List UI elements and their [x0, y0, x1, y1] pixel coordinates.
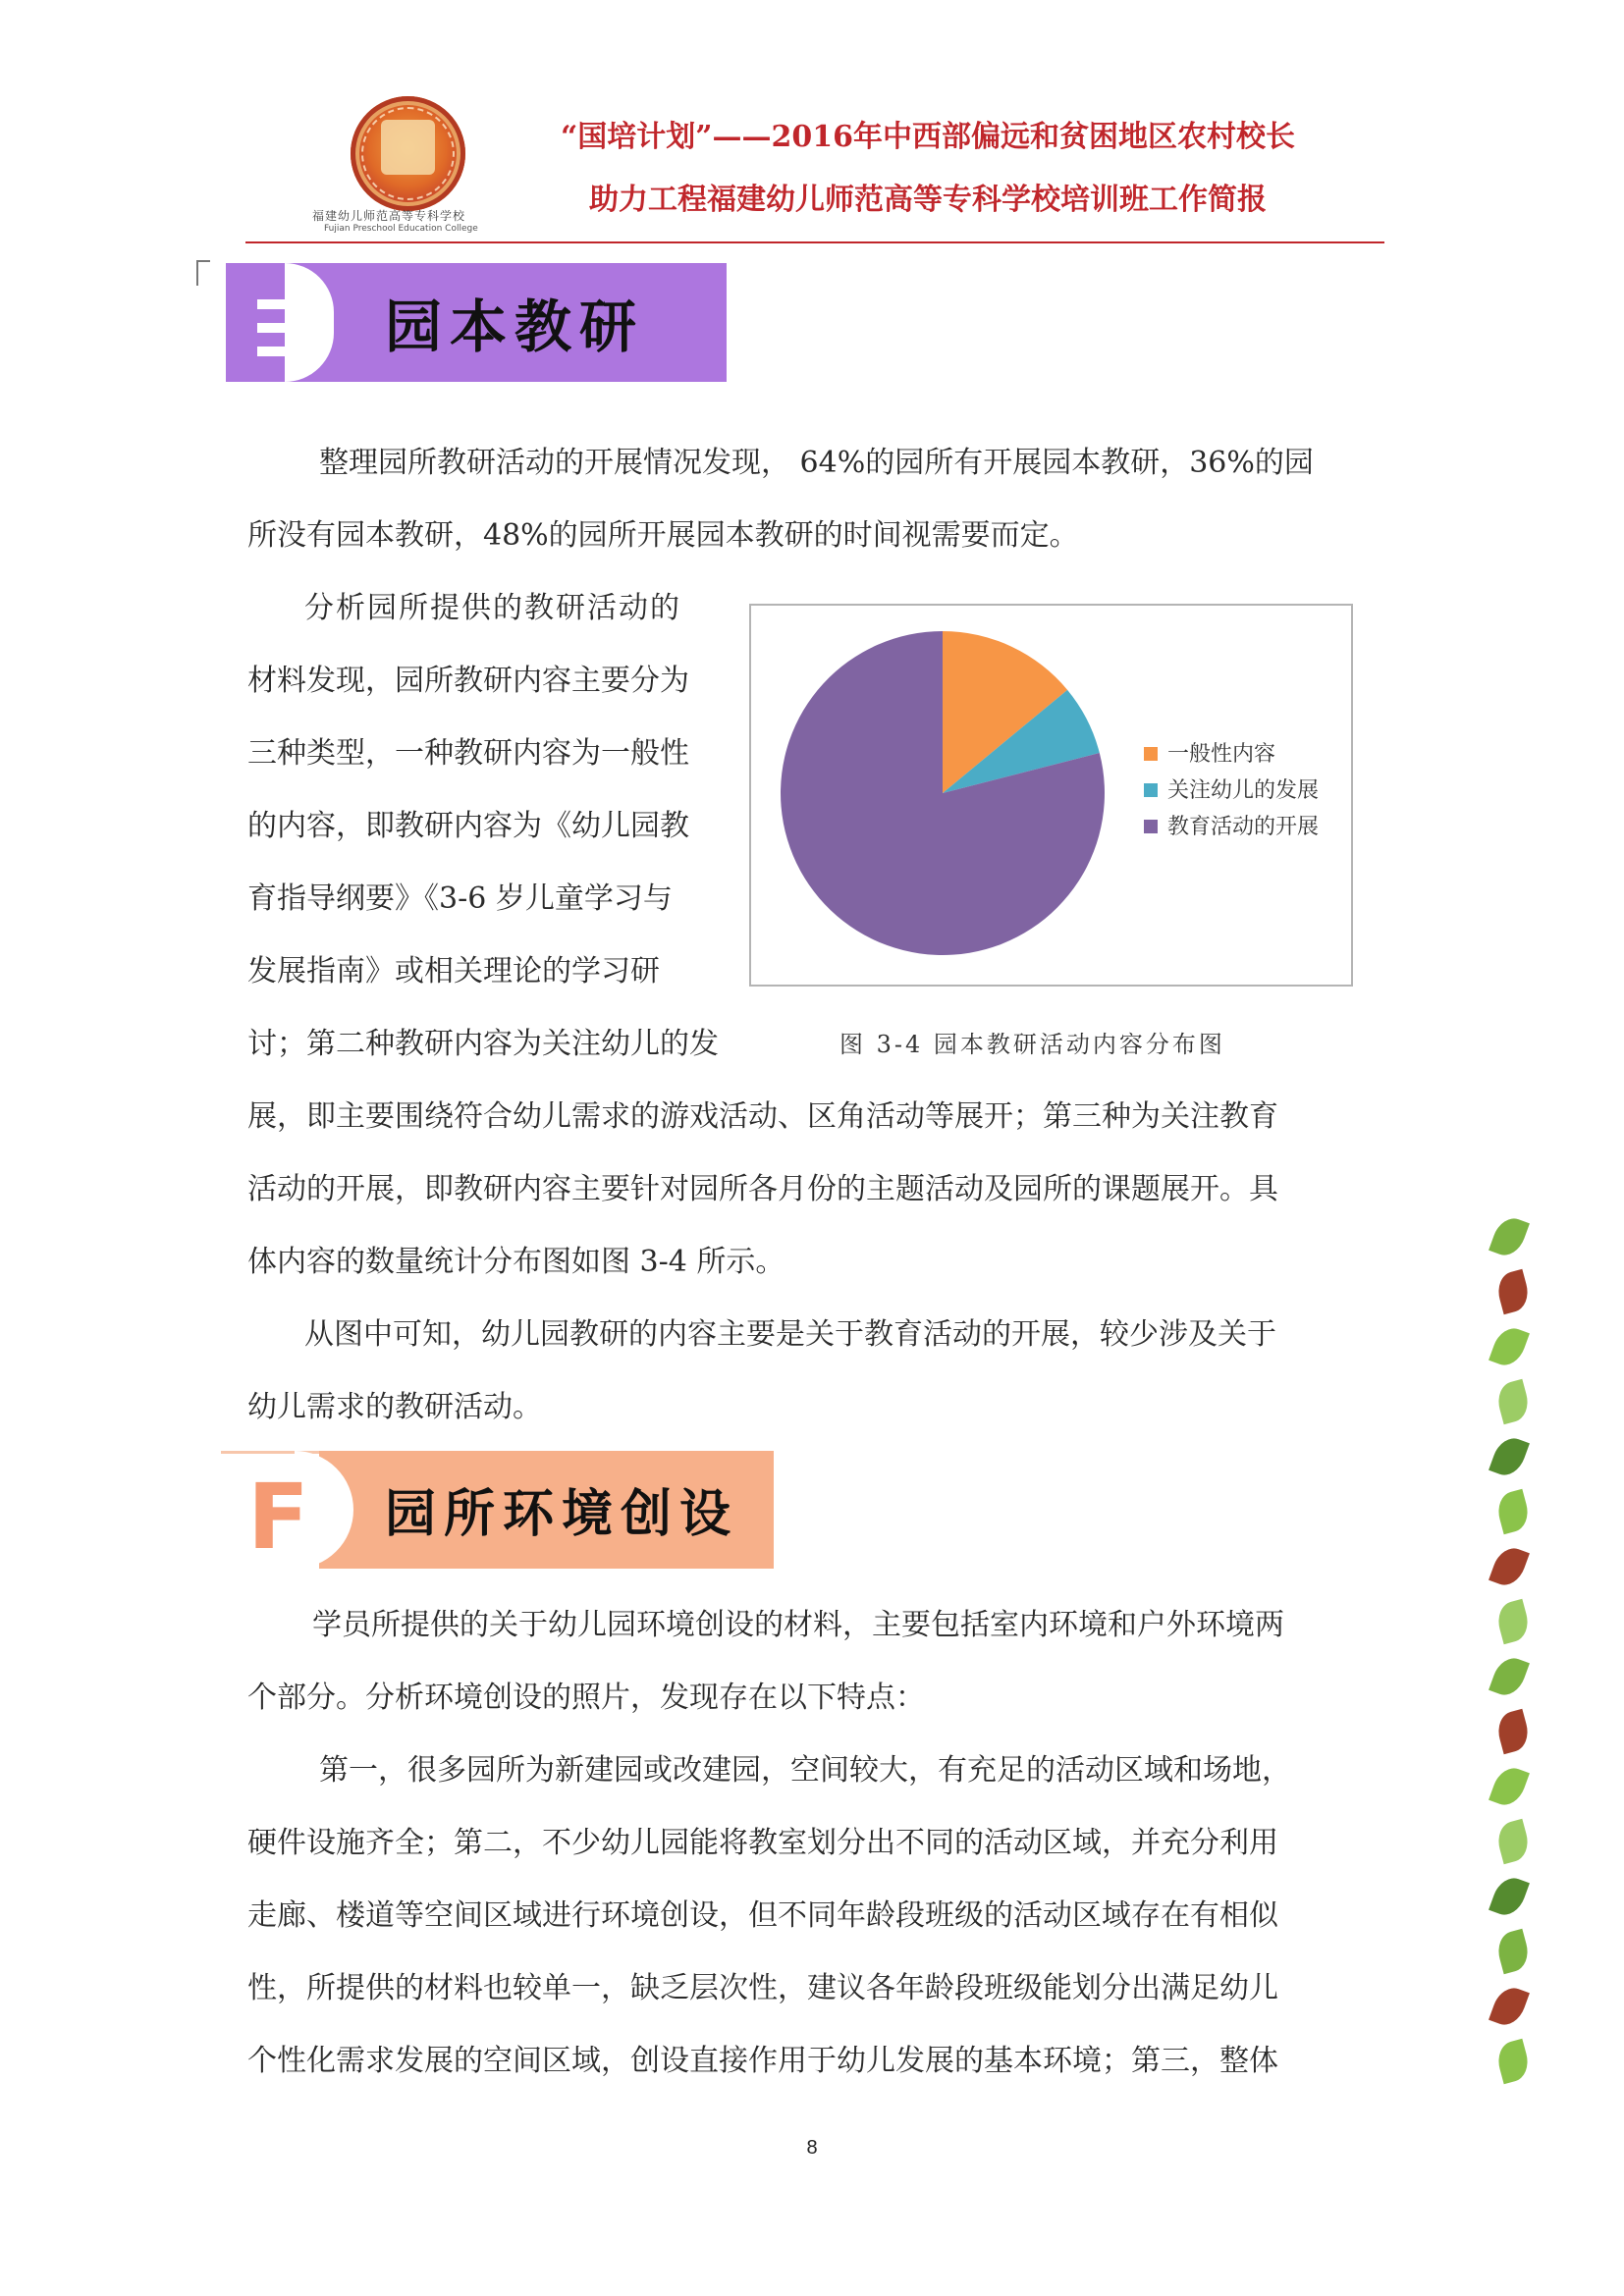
paragraph-line: 材料发现，园所教研内容主要分为	[247, 664, 689, 698]
pie-chart	[751, 606, 1351, 985]
legend-swatch-2	[1144, 783, 1158, 797]
header-divider	[245, 241, 1384, 243]
leaf-icon	[1493, 2039, 1532, 2084]
legend-swatch-3	[1144, 820, 1158, 833]
paragraph-line: 整理园所教研活动的开展情况发现， 64%的园所有开展园本教研，36%的园	[319, 446, 1314, 480]
paragraph-line: 第一，很多园所为新建园或改建园，空间较大，有充足的活动区域和场地，	[319, 1753, 1291, 1788]
leaf-icon	[1493, 1269, 1532, 1314]
legend-label-3: 教育活动的开展	[1167, 815, 1320, 839]
figure-caption: 图 3-4 园本教研活动内容分布图	[839, 1031, 1225, 1058]
leaf-icon	[1493, 1819, 1532, 1864]
paragraph-line: 体内容的数量统计分布图如图 3-4 所示。	[247, 1245, 785, 1279]
paragraph-line: 性，所提供的材料也较单一，缺乏层次性，建议各年龄段班级能划分出满足幼儿	[247, 1971, 1278, 2005]
school-logo-emblem	[381, 120, 435, 175]
paragraph-line: 育指导纲要》《3-6 岁儿童学习与	[247, 881, 673, 916]
leaf-icon	[1489, 1543, 1530, 1590]
paragraph-line: 分析园所提供的教研活动的	[304, 591, 681, 625]
section-e-title: 园本教研	[385, 294, 645, 360]
paragraph-line: 的内容，即教研内容为《幼儿园教	[247, 809, 689, 843]
paragraph-line: 展，即主要围绕符合幼儿需求的游戏活动、区角活动等展开；第三种为关注教育	[247, 1099, 1278, 1134]
header-title-line1: “国培计划”——2016年中西部偏远和贫困地区农村校长	[560, 120, 1295, 154]
letter-e-mid	[257, 323, 287, 333]
section-f-title: 园所环境创设	[385, 1484, 739, 1544]
paragraph-line: 幼儿需求的教研活动。	[247, 1390, 542, 1424]
leaf-icon	[1489, 1763, 1530, 1810]
legend-label-2: 关注幼儿的发展	[1167, 778, 1320, 803]
header-title-line2: 助力工程福建幼儿师范高等专科学校培训班工作简报	[589, 183, 1267, 217]
leaf-icon	[1489, 1213, 1530, 1260]
leaf-icon	[1493, 1709, 1532, 1754]
paragraph-line: 三种类型，一种教研内容为一般性	[247, 736, 689, 771]
paragraph-line: 所没有园本教研，48%的园所开展园本教研的时间视需要而定。	[247, 518, 1079, 553]
paragraph-line: 发展指南》或相关理论的学习研	[247, 954, 660, 988]
paragraph-line: 活动的开展，即教研内容主要针对园所各月份的主题活动及园所的课题展开。具	[247, 1172, 1278, 1206]
logo-caption-cn: 福建幼儿师范高等专科学校	[312, 209, 466, 223]
legend-swatch-1	[1144, 747, 1158, 761]
leaf-icon	[1489, 1433, 1530, 1480]
legend-label-1: 一般性内容	[1167, 742, 1276, 767]
section-f-letter: F	[247, 1465, 309, 1570]
logo-caption-en: Fujian Preschool Education College	[324, 224, 478, 234]
paragraph-line: 讨；第二种教研内容为关注幼儿的发	[247, 1027, 719, 1061]
corner-mark	[196, 260, 210, 286]
leaf-icon	[1489, 1653, 1530, 1700]
leaf-icon	[1489, 1983, 1530, 2030]
paragraph-line: 硬件设施齐全；第二，不少幼儿园能将教室划分出不同的活动区域，并充分利用	[247, 1826, 1278, 1860]
paragraph-line: 走廊、楼道等空间区域进行环境创设，但不同年龄段班级的活动区域存在有相似	[247, 1898, 1278, 1933]
paragraph-line: 个性化需求发展的空间区域，创设直接作用于幼儿发展的基本环境；第三，整体	[247, 2044, 1278, 2078]
leaf-icon	[1493, 1599, 1532, 1644]
letter-e-bottom	[257, 347, 287, 356]
paragraph-line: 从图中可知，幼儿园教研的内容主要是关于教育活动的开展，较少涉及关于	[304, 1317, 1276, 1352]
leaf-icon	[1493, 1379, 1532, 1424]
leaf-icon	[1493, 1489, 1532, 1534]
leaf-icon	[1489, 1323, 1530, 1370]
leaf-icon	[1489, 1873, 1530, 1920]
letter-e-top	[257, 299, 287, 309]
leaf-icon	[1493, 1929, 1532, 1974]
paragraph-line: 个部分。分析环境创设的照片，发现存在以下特点：	[247, 1681, 925, 1715]
page-number: 8	[806, 2137, 818, 2159]
paragraph-line: 学员所提供的关于幼儿园环境创设的材料，主要包括室内环境和户外环境两	[312, 1608, 1284, 1642]
